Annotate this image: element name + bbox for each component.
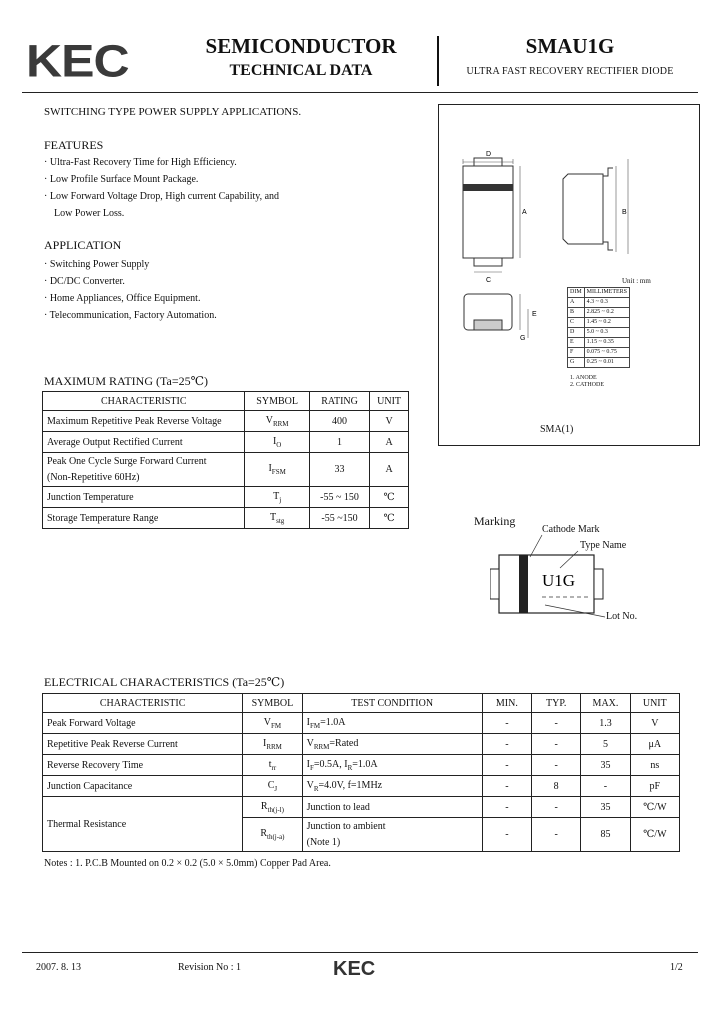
column-header: MIN. — [482, 694, 531, 713]
characteristic-cell: Average Output Rectified Current — [43, 432, 245, 453]
feature-item: · Low Forward Voltage Drop, High current Capability, and — [44, 191, 280, 202]
footer-date: 2007. 8. 13 — [36, 962, 81, 973]
symbol-cell: $V_{RRM}$ — [245, 411, 309, 432]
symbol-cell: $T_j$ — [245, 487, 309, 508]
column-header: CHARACTERISTIC — [43, 392, 245, 411]
unit-cell: A — [370, 432, 409, 453]
dimension-table: DIM MILLIMETERS A 4.3 ~ 0.3 B 2.825 ~ 0.2 C 1.45 ~ 0.2 D 5.0 ~ 0.3 E 1.15 ~ 0.35 F 0.075 ~ 0.75 G 0.25 ~ 0.01 — [567, 287, 630, 368]
dim-label-b: B — [622, 209, 627, 216]
rating-cell: -55 ~150 — [309, 508, 369, 529]
lot-no-label: Lot No. — [606, 611, 638, 622]
features-list — [44, 154, 279, 222]
table-row — [43, 411, 409, 432]
symbol-cell: $I_O$ — [245, 432, 309, 453]
footer-rule — [22, 952, 698, 953]
column-header: SYMBOL — [245, 392, 309, 411]
column-header: MAX. — [581, 694, 630, 713]
footer-page: 1/2 — [670, 962, 683, 973]
part-number: SMAU1G — [525, 34, 615, 58]
unit-cell: ℃ — [370, 508, 409, 529]
header-subtitle: TECHNICAL DATA — [229, 62, 373, 79]
cathode-mark-band — [519, 555, 528, 613]
table-row: Reverse Recovery Time $t_{rr}$ $I_F=0.5A$, $I_R=1.0A$ - - 35 ns — [43, 755, 680, 776]
dim-label-e: E — [532, 311, 537, 318]
unit-cell: A — [370, 453, 409, 487]
table-row: Repetitive Peak Reverse Current $I_{RRM}$ $V_{RRM}=Rated$ - - 5 μA — [43, 734, 680, 755]
symbol-cell: $T_{stg}$ — [245, 508, 309, 529]
application-item: · Switching Power Supply — [44, 259, 150, 270]
dim-label-d: D — [486, 151, 492, 158]
column-header: UNIT — [630, 694, 679, 713]
rating-cell: 400 — [309, 411, 369, 432]
dim-label-g: G — [520, 335, 526, 342]
table-row: Peak Forward Voltage $V_{FM}$ $I_{FM}=1.0A$ - - 1.3 V — [43, 713, 680, 734]
table-row — [43, 432, 409, 453]
rating-cell: 1 — [309, 432, 369, 453]
part-description: ULTRA FAST RECOVERY RECTIFIER DIODE — [466, 66, 674, 77]
application-line: SWITCHING TYPE POWER SUPPLY APPLICATIONS. — [44, 106, 302, 118]
rating-cell: 33 — [309, 453, 369, 487]
table-header-row — [43, 392, 409, 411]
application-item: · Telecommunication, Factory Automation. — [44, 310, 217, 321]
application-heading: APPLICATION — [44, 238, 122, 252]
column-header: UNIT — [370, 392, 409, 411]
type-name-text: U1G — [542, 571, 576, 590]
table-row: Thermal Resistance $R_{th(j-l)}$ Junction to lead - - 35 ℃/W — [43, 797, 680, 818]
table-row: $R_{th(j-a)}$ Junction to ambient (Note 1) - - 85 ℃/W — [43, 818, 680, 852]
application-item: · DC/DC Converter. — [44, 276, 125, 287]
package-top-view — [463, 166, 513, 258]
unit-label: Unit : mm — [622, 277, 651, 285]
header-divider — [437, 36, 439, 86]
column-header: TEST CONDITION — [302, 694, 482, 713]
table-row: Junction Capacitance $C_J$ $V_R=4.0V$, f=1MHz - 8 - pF — [43, 776, 680, 797]
unit-cell: V — [370, 411, 409, 432]
dim-label-a: A — [522, 209, 527, 216]
table-row — [43, 453, 409, 487]
unit-cell: ℃ — [370, 487, 409, 508]
header-title: SEMICONDUCTOR — [205, 34, 397, 58]
footer-logo: KEC — [333, 958, 376, 980]
electrical-table — [42, 693, 680, 852]
characteristic-cell: Storage Temperature Range — [43, 508, 245, 529]
cathode-band — [463, 184, 513, 191]
marking-heading: Marking — [474, 514, 516, 528]
column-header: CHARACTERISTIC — [43, 694, 243, 713]
features-heading: FEATURES — [44, 138, 104, 152]
feature-item: · Ultra-Fast Recovery Time for High Efficiency. — [44, 157, 237, 168]
characteristic-cell: Maximum Repetitive Peak Reverse Voltage — [43, 411, 245, 432]
column-header: SYMBOL — [243, 694, 302, 713]
table-row — [43, 487, 409, 508]
symbol-cell: $I_{FSM}$ — [245, 453, 309, 487]
header-rule — [22, 92, 698, 93]
rating-cell: -55 ~ 150 — [309, 487, 369, 508]
application-item: · Home Appliances, Office Equipment. — [44, 293, 201, 304]
dim-label-c: C — [486, 277, 492, 284]
column-header: RATING — [309, 392, 369, 411]
table-header-row — [43, 694, 680, 713]
package-name: SMA(1) — [540, 424, 574, 435]
characteristic-cell: Peak One Cycle Surge Forward Current (Non-Repetitive 60Hz) — [43, 453, 245, 487]
feature-item: · Low Profile Surface Mount Package. — [44, 174, 199, 185]
feature-item: Low Power Loss. — [54, 208, 125, 219]
characteristic-cell: Junction Temperature — [43, 487, 245, 508]
footer-revision: Revision No : 1 — [178, 962, 242, 973]
table-row — [43, 508, 409, 529]
electrical-heading: ELECTRICAL CHARACTERISTICS (Ta=25℃) — [44, 675, 285, 689]
cathode-mark-label: Cathode Mark — [542, 524, 600, 535]
application-list — [44, 256, 217, 324]
lead-bottom — [474, 258, 502, 266]
max-rating-heading: MAXIMUM RATING (Ta=25℃) — [44, 374, 209, 388]
type-name-label: Type Name — [580, 540, 627, 551]
max-rating-table — [42, 391, 409, 529]
kec-logo: KEC — [26, 35, 129, 87]
column-header: TYP. — [532, 694, 581, 713]
pin-notes: 1. ANODE 2. CATHODE — [570, 375, 604, 388]
notes: Notes : 1. P.C.B Mounted on 0.2 × 0.2 (5.0 × 5.0mm) Copper Pad Area. — [44, 858, 331, 869]
package-drawing — [438, 104, 700, 446]
